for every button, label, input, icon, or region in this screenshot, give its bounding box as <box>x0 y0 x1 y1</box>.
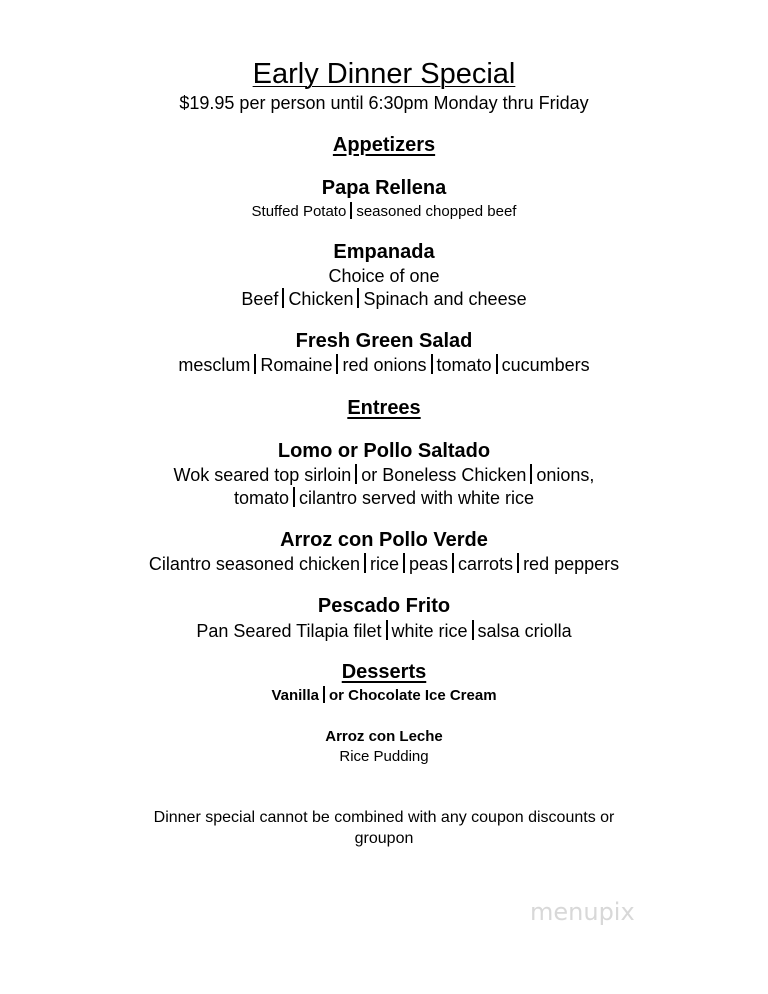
desc-item: red onions <box>342 355 427 375</box>
desc-item: Stuffed Potato <box>251 203 347 220</box>
dish-name-arroz-con-pollo: Arroz con Pollo Verde <box>280 529 488 551</box>
separator-bar <box>472 620 474 640</box>
dessert-ice-cream <box>0 686 768 706</box>
desc-item: Pan Seared Tilapia filet <box>196 621 382 641</box>
desc-item: or Chocolate Ice Cream <box>328 687 497 704</box>
separator-bar <box>364 553 366 573</box>
dish-name-saltado: Lomo or Pollo Saltado <box>277 440 491 462</box>
desc-item: seasoned chopped beef <box>356 203 517 220</box>
desc-item: carrots <box>458 554 514 574</box>
desc-item: Wok seared top sirloin <box>173 465 352 485</box>
desc-item: Vanilla <box>271 687 319 704</box>
dessert-name-arroz-con-leche: Arroz con Leche <box>325 728 443 745</box>
menu-title: Early Dinner Special <box>252 58 516 90</box>
separator-bar <box>431 354 433 374</box>
desc-item: Beef <box>241 289 279 309</box>
dish-desc-salad <box>0 354 768 377</box>
separator-bar <box>293 487 295 507</box>
dish-desc-saltado-line2 <box>0 487 768 510</box>
section-heading-desserts: Desserts <box>341 661 427 683</box>
desc-item: cilantro served with white rice <box>298 488 535 508</box>
separator-bar <box>517 553 519 573</box>
dish-desc-empanada <box>0 288 768 311</box>
separator-bar <box>357 288 359 308</box>
separator-bar <box>350 202 352 219</box>
separator-bar <box>403 553 405 573</box>
desc-item: Cilantro seasoned chicken <box>148 554 360 574</box>
note-line-1: Dinner special cannot be combined with any coupon discounts or <box>153 809 615 826</box>
desc-item: red peppers <box>523 554 620 574</box>
desc-item: or Boneless Chicken <box>361 465 527 485</box>
separator-bar <box>386 620 388 640</box>
desc-item: Chicken <box>288 289 354 309</box>
dish-name-empanada: Empanada <box>333 241 435 263</box>
desc-item: rice <box>369 554 399 574</box>
desc-item: mesclum <box>178 355 251 375</box>
section-heading-entrees: Entrees <box>347 397 421 419</box>
section-heading-appetizers: Appetizers <box>332 134 436 156</box>
dessert-desc-arroz-con-leche: Rice Pudding <box>339 748 429 765</box>
desc-item: Spinach and cheese <box>363 289 527 309</box>
separator-bar <box>355 464 357 484</box>
dish-desc-papa-rellena <box>0 202 768 222</box>
menu-subtitle: $19.95 per person until 6:30pm Monday thru Friday <box>179 93 589 113</box>
desc-item: salsa criolla <box>477 621 572 641</box>
note-line-2: groupon <box>354 830 414 847</box>
dish-note-empanada: Choice of one <box>328 266 440 286</box>
desc-item: onions, <box>536 465 595 485</box>
dish-desc-pescado-frito <box>0 620 768 643</box>
desc-item: tomato <box>436 355 492 375</box>
separator-bar <box>452 553 454 573</box>
desc-item: white rice <box>391 621 468 641</box>
separator-bar <box>496 354 498 374</box>
dish-name-pescado-frito: Pescado Frito <box>317 595 451 617</box>
separator-bar <box>530 464 532 484</box>
separator-bar <box>323 686 325 703</box>
desc-item: cucumbers <box>501 355 590 375</box>
desc-item: Romaine <box>260 355 333 375</box>
dish-desc-saltado-line1 <box>0 464 768 487</box>
desc-item: tomato <box>233 488 289 508</box>
desc-item: peas <box>409 554 449 574</box>
separator-bar <box>336 354 338 374</box>
dish-desc-arroz-con-pollo <box>0 553 768 576</box>
separator-bar <box>254 354 256 374</box>
separator-bar <box>282 288 284 308</box>
dish-name-salad: Fresh Green Salad <box>295 330 473 352</box>
menupix-watermark: menupix <box>530 898 635 926</box>
dish-name-papa-rellena: Papa Rellena <box>321 177 447 199</box>
